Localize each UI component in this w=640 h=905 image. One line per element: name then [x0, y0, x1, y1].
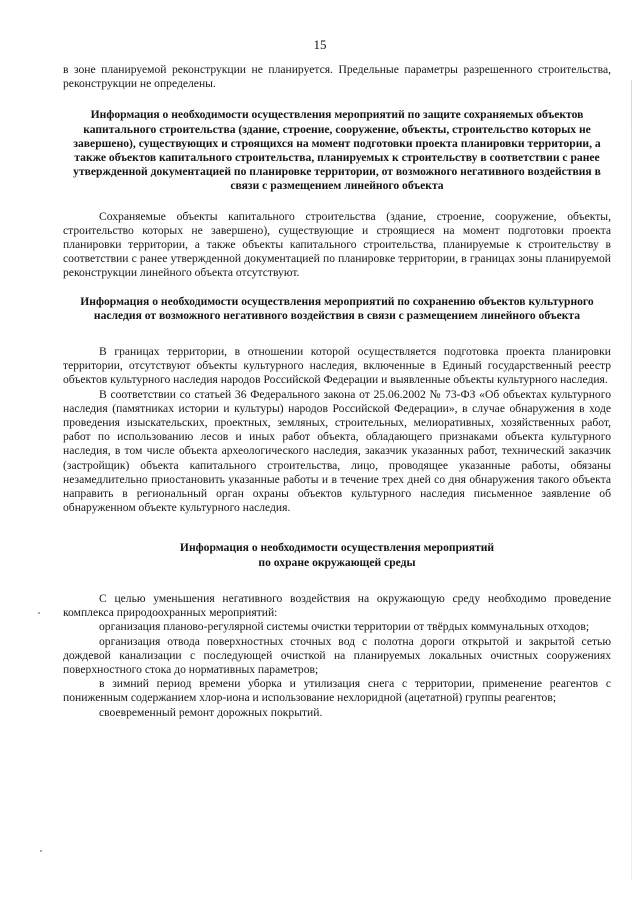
section-environment-paragraph-1: С целью уменьшения негативного воздействия на окружающую среду необходимо проведение комплекса природоохранных мероприятий:	[63, 591, 611, 620]
intro-paragraph: в зоне планируемой реконструкции не планируется. Предельные параметры разрешенного строительства, реконструкции не определены.	[63, 63, 611, 91]
page-number: 15	[313, 37, 327, 52]
scan-speck	[40, 850, 42, 852]
page-content	[63, 63, 611, 720]
section-cultural-heritage-paragraph-1: В границах территории, в отношении которой осуществляется подготовка проекта планировки территории, отсутствуют объекты культурного наследия, включенные в Единый государственный реестр объектов культурного наследия народов Российской Федерации и выявленные объекты культурного наследия.	[63, 345, 611, 387]
section-heading-environment: Информация о необходимости осуществления мероприятий по охране окружающей среды	[179, 541, 495, 569]
scan-edge-line	[631, 80, 632, 880]
section-environment-paragraph-3: организация отвода поверхностных сточных вод с полотна дороги открытой и закрытой сетью дождевой канализации с последующей очисткой на планируемых локальных очистных сооружениях поверхностного стока до нормативных параметров;	[63, 634, 611, 676]
section-cultural-heritage-paragraph-2: В соответствии со статьей 36 Федерального закона от 25.06.2002 № 73-ФЗ «Об объектах культурного наследия (памятниках истории и культуры) народов Российской Федерации», в случае обнаружения в ходе проведения изыскательских, проектных, земляных, строительных, мелиоративных, хозяйственных работ, работ по использованию лесов и иных работ объекта, обладающего признаками объекта культурного наследия, в том числе объекта археологического наследия, заказчик указанных работ, технический заказчик (застройщик) объекта капитального строительства, лицо, проводящее указанные работы, обязаны незамедлительно приостановить указанные работы и в течение трех дней со дня обнаружения такого объекта направить в региональный орган охраны объектов культурного наследия письменное заявление об обнаруженном объекте культурного наследия.	[63, 387, 611, 515]
section-protection-paragraph: Сохраняемые объекты капитального строительства (здание, строение, сооружение, объекты, строительство которых не завершено), существующие и строящиеся на момент подготовки проекта планировки территории, а также объекты капитального строительства, планируемые к строительству в соответствии с ранее утвержденной документацией по планировке территории, в границах зоны планируемой реконструкции линейного объекта отсутствуют.	[63, 209, 611, 280]
section-environment-paragraph-2: организация планово-регулярной системы очистки территории от твёрдых коммунальных отходов;	[99, 620, 590, 634]
section-heading-cultural-heritage: Информация о необходимости осуществления мероприятий по сохранению объектов культурного наследия от возможного негативного воздействия в связи с размещением линейного объекта	[80, 294, 594, 322]
scan-speck	[38, 612, 40, 614]
section-environment-paragraph-4: в зимний период времени уборка и утилизация снега с территории, применение реагентов с пониженным содержанием хлор-иона и использование нехлоридной (ацетатной) группы реагентов;	[63, 677, 611, 705]
section-heading-protection: Информация о необходимости осуществления мероприятий по защите сохраняемых объектов капитального строительства (здание, строение, сооружение, объекты, строительство которых не завершено), существующих и строящихся на момент подготовки проекта планировки территории, а также объектов капитального строительства, планируемых к строительству в соответствии с ранее утвержденной документацией по планировке территории, от возможного негативного воздействия в связи с размещением линейного объекта	[73, 108, 601, 193]
section-environment-paragraph-5: своевременный ремонт дорожных покрытий.	[99, 705, 323, 719]
